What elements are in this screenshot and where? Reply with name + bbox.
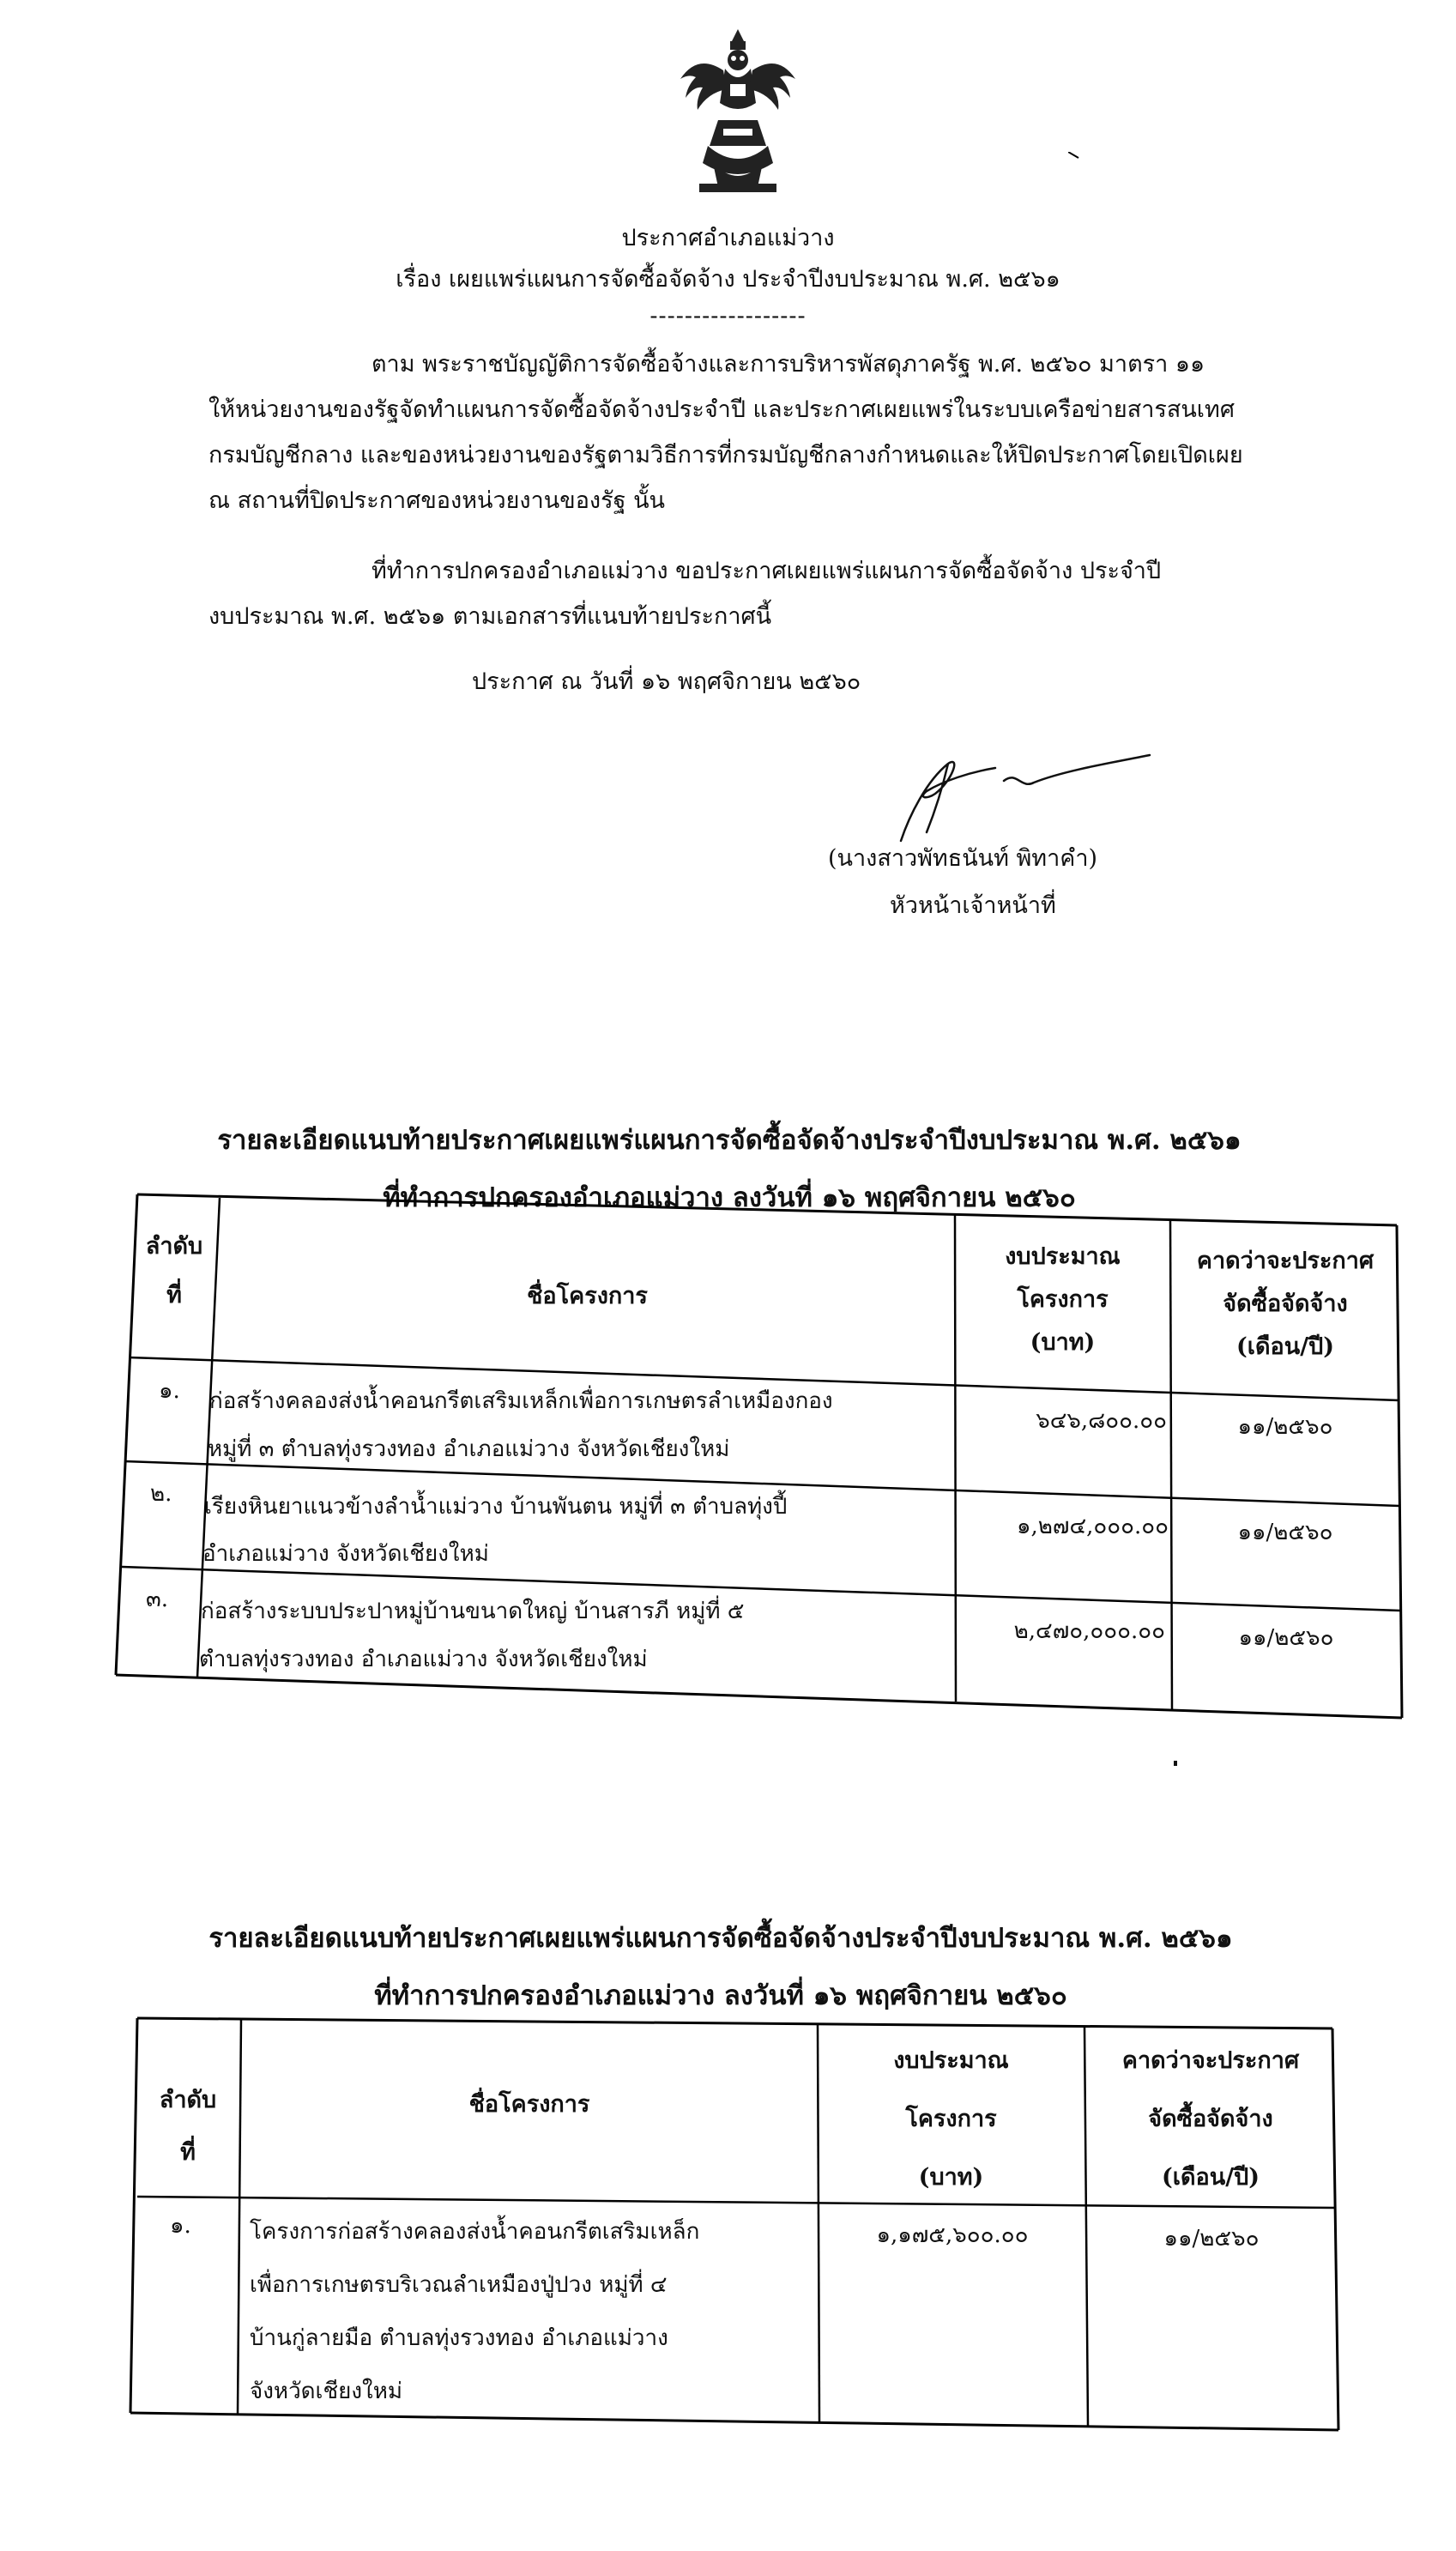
table1-row3-budget: ๒,๔๗๐,๐๐๐.๐๐ (1013, 1618, 1165, 1644)
para1-line3: กรมบัญชีกลาง และของหน่วยงานของรัฐตามวิธีการที่กรมบัญชีกลางกำหนดและให้ปิดประกาศโดยเปิดเผย (208, 442, 1243, 468)
table1-row2-project-line1: เรียงหินยาแนวข้างลำน้ำแม่วาง บ้านพันตน หมู่ที่ ๓ ตำบลทุ่งปี้ (204, 1494, 788, 1520)
table2-title-line2: ที่ทำการปกครองอำเภอแม่วาง ลงวันที่ ๑๖ พฤศจิกายน ๒๕๖๐ (374, 1980, 1067, 2011)
table1-row2-budget: ๑,๒๗๔,๐๐๐.๐๐ (1016, 1514, 1169, 1539)
table1-row1-project-line2: หมู่ที่ ๓ ตำบลทุ่งรวงทอง อำเภอแม่วาง จังหวัดเชียงใหม่ (208, 1436, 730, 1462)
para2-line2: งบประมาณ พ.ศ. ๒๕๖๑ ตามเอกสารที่แนบท้ายประกาศนี้ (208, 603, 772, 630)
table1-row2-expected: ๑๑/๒๕๖๐ (1237, 1520, 1333, 1545)
table1-row3-project-line2: ตำบลทุ่งรวงทอง อำเภอแม่วาง จังหวัดเชียงใหม่ (199, 1647, 648, 1672)
table2-row1-budget: ๑,๑๗๕,๖๐๐.๐๐ (876, 2222, 1029, 2248)
table2-row1-expected: ๑๑/๒๕๖๐ (1163, 2226, 1260, 2252)
table2-row1-no: ๑. (170, 2213, 191, 2239)
signer-name: (นางสาวพัทธนันท์ พิทาคำ) (828, 845, 1098, 872)
date-line: ประกาศ ณ วันที่ ๑๖ พฤศจิกายน ๒๕๖๐ (472, 668, 861, 695)
para2-line1: ที่ทำการปกครองอำเภอแม่วาง ขอประกาศเผยแพร่แผนการจัดซื้อจัดจ้าง ประจำปี (372, 558, 1162, 584)
para1-line1: ตาม พระราชบัญญัติการจัดซื้อจ้างและการบริหารพัสดุภาครัฐ พ.ศ. ๒๕๖๐ มาตรา ๑๑ (372, 351, 1205, 378)
issuer-heading: ประกาศอำเภอแม่วาง (621, 225, 835, 251)
signer-title: หัวหน้าเจ้าหน้าที่ (890, 892, 1056, 919)
separator: ------------------ (649, 303, 807, 329)
table1-row1-no: ๑. (159, 1378, 180, 1404)
table1-col-expected-header: คาดว่าจะประกาศ จัดซื้อจัดจ้าง (เดือน/ปี) (1196, 1248, 1374, 1360)
para1-line4: ณ สถานที่ปิดประกาศของหน่วยงานของรัฐ นั้น (208, 487, 665, 514)
table2-col-project-header: ชื่อโครงการ (468, 2091, 590, 2118)
table1-col-budget-header: งบประมาณ โครงการ (บาท) (1005, 1243, 1121, 1356)
table2-row1-project: โครงการก่อสร้างคลองส่งน้ำคอนกรีตเสริมเหล็ก เพื่อการเกษตรบริเวณลำเหมืองปู่ปวง หมู่ที่ ๔ บ้านกู่ลายมือ ตำบลทุ่งรวงทอง อำเภอแม่วาง จังหวัดเชียงใหม่ (250, 2219, 700, 2404)
table1-row2-no: ๒. (150, 1481, 172, 1507)
table1-row1-project-line1: ก่อสร้างคลองส่งน้ำคอนกรีตเสริมเหล็กเพื่อการเกษตรลำเหมืองกอง (209, 1388, 833, 1414)
table1-row1-expected: ๑๑/๒๕๖๐ (1237, 1414, 1333, 1440)
table1-row1-budget: ๖๔๖,๘๐๐.๐๐ (1036, 1408, 1167, 1434)
table2-col-budget-header: งบประมาณ โครงการ (บาท) (893, 2047, 1009, 2191)
table2-title-line1: รายละเอียดแนบท้ายประกาศเผยแพร่แผนการจัดซื้อจัดจ้างประจำปีงบประมาณ พ.ศ. ๒๕๖๑ (208, 1923, 1233, 1954)
table1-row2-project-line2: อำเภอแม่วาง จังหวัดเชียงใหม่ (202, 1541, 489, 1567)
table1-row3-no: ๓. (146, 1587, 169, 1612)
table1-title-line2: ที่ทำการปกครองอำเภอแม่วาง ลงวันที่ ๑๖ พฤศจิกายน ๒๕๖๐ (383, 1182, 1076, 1213)
subject-heading: เรื่อง เผยแพร่แผนการจัดซื้อจัดจ้าง ประจำปีงบประมาณ พ.ศ. ๒๕๖๑ (396, 266, 1060, 293)
table2-col-expected-header: คาดว่าจะประกาศ จัดซื้อจัดจ้าง (เดือน/ปี) (1121, 2047, 1300, 2191)
table1-row3-expected: ๑๑/๒๕๖๐ (1238, 1625, 1334, 1651)
table1-col-project-header: ชื่อโครงการ (527, 1283, 648, 1309)
table1-col-no-header: ลำดับ ที่ (145, 1233, 203, 1309)
table2-col-no-header: ลำดับ ที่ (159, 2087, 217, 2166)
table1-row3-project-line1: ก่อสร้างระบบประปาหมู่บ้านขนาดใหญ่ บ้านสารภี หมู่ที่ ๕ (201, 1599, 745, 1624)
table1-title-line1: รายละเอียดแนบท้ายประกาศเผยแพร่แผนการจัดซื้อจัดจ้างประจำปีงบประมาณ พ.ศ. ๒๕๖๑ (217, 1125, 1242, 1156)
para1-line2: ให้หน่วยงานของรัฐจัดทำแผนการจัดซื้อจัดจ้างประจำปี และประกาศเผยแพร่ในระบบเครือข่ายสารสนเทศ (208, 396, 1235, 423)
